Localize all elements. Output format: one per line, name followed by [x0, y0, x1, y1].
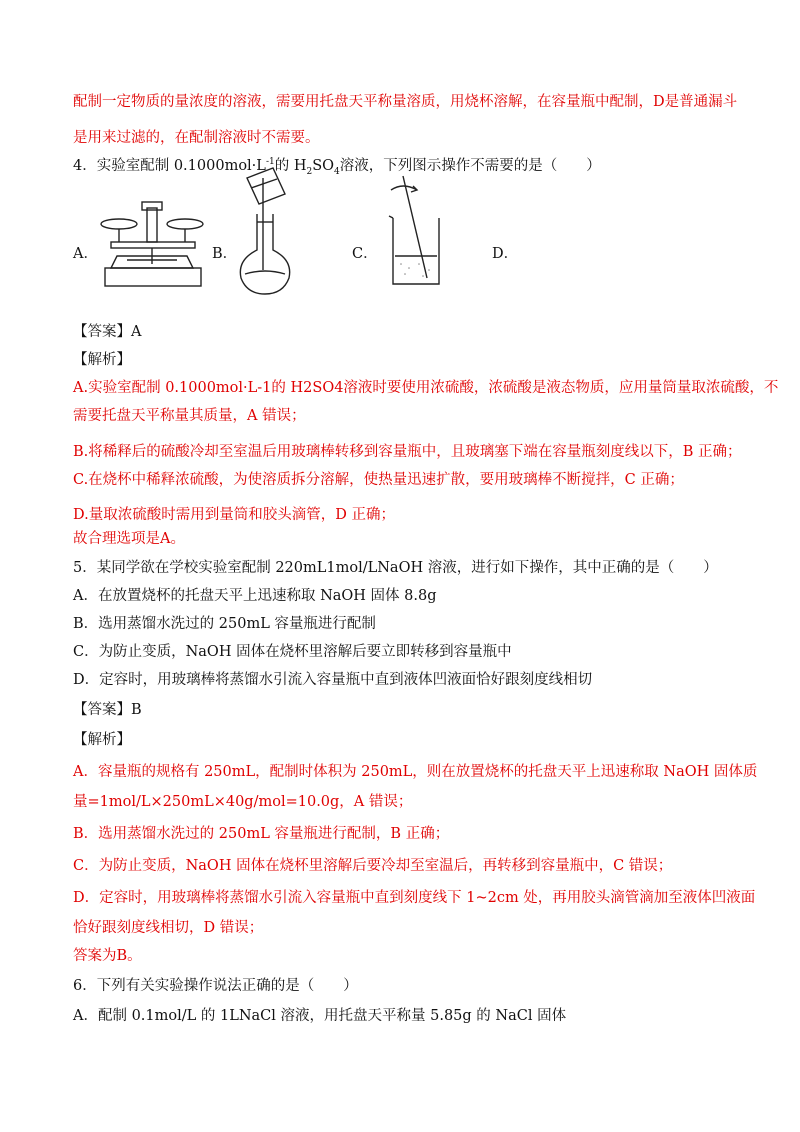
q4-analysis-a-2: 需要托盘天平称量其质量，A 错误； — [73, 408, 306, 424]
q4-analysis-a-1: A.实验室配制 0.1000mol·L-1的 H2SO4溶液时要使用浓硫酸，浓硫酸是液态物质，应用量筒量取浓硫酸，不 — [73, 380, 779, 396]
q4-conclusion: 故合理选项是A。 — [73, 531, 185, 547]
q4-option-c-label: C． — [352, 246, 378, 262]
q6-stem: 6．下列有关实验操作说法正确的是（ ） — [73, 978, 358, 994]
q4-figure-row — [73, 186, 733, 306]
q5-option-d: D．定容时，用玻璃棒将蒸馏水引流入容量瓶中直到液体凹液面恰好跟刻度线相切 — [73, 672, 593, 688]
q5-analysis-a-2: 量=1mol/L×250mL×40g/mol=10.0g，A 错误； — [73, 794, 413, 810]
q4-analysis-c: C.在烧杯中稀释浓硫酸，为使溶质拆分溶解，使热量迅速扩散，要用玻璃棒不断搅拌，C 正确； — [73, 472, 684, 488]
q5-option-a: A．在放置烧杯的托盘天平上迅速称取 NaOH 固体 8.8g — [73, 588, 437, 604]
q4-stem-part-b: 的 H — [274, 158, 307, 174]
q5-conclusion: 答案为B。 — [73, 948, 142, 964]
balance-icon — [97, 200, 209, 296]
intro-line-2: 是用来过滤的，在配制溶液时不需要。 — [73, 130, 320, 146]
q4-stem-part-d: 溶液，下列图示操作不需要的是（ ） — [339, 158, 601, 174]
q4-answer: 【答案】A — [73, 324, 142, 340]
q5-analysis-a-1: A．容量瓶的规格有 250mL，配制时体积为 250mL，则在放置烧杯的托盘天平上迅速称取 NaOH 固体质 — [73, 764, 758, 780]
q6-option-a: A．配制 0.1mol/L 的 1LNaCl 溶液，用托盘天平称量 5.85g 的 NaCl 固体 — [73, 1008, 567, 1024]
q5-analysis-d-1: D．定容时，用玻璃棒将蒸馏水引流入容量瓶中直到刻度线下 1~2cm 处，再用胶头滴管滴加至液体凹液面 — [73, 890, 756, 906]
q4-analysis-d: D.量取浓硫酸时需用到量筒和胶头滴管，D 正确； — [73, 507, 395, 523]
q4-analysis-title: 【解析】 — [73, 352, 131, 368]
q4-option-a-label: A． — [73, 246, 98, 262]
q5-option-c: C．为防止变质，NaOH 固体在烧杯里溶解后要立即转移到容量瓶中 — [73, 644, 512, 660]
q5-option-b: B．选用蒸馏水洗过的 250mL 容量瓶进行配制 — [73, 616, 376, 632]
q5-answer: 【答案】B — [73, 702, 142, 718]
q5-stem: 5．某同学欲在学校实验室配制 220mL1mol/LNaOH 溶液，进行如下操作，其中正确的是（ ） — [73, 560, 718, 576]
intro-line-1: 配制一定物质的量浓度的溶液，需要用托盘天平称量溶质，用烧杯溶解，在容量瓶中配制，D是普通漏斗 — [73, 94, 738, 110]
q4-stem-sub2: 2 — [306, 166, 313, 177]
q5-analysis-b: B．选用蒸馏水洗过的 250mL 容量瓶进行配制，B 正确； — [73, 826, 450, 842]
q4-option-d-label: D． — [492, 246, 519, 262]
q4-stem-sup: -1 — [265, 157, 275, 168]
q5-analysis-title: 【解析】 — [73, 732, 131, 748]
q5-analysis-d-2: 恰好跟刻度线相切，D 错误； — [73, 920, 264, 936]
q4-analysis-b: B.将稀释后的硫酸冷却至室温后用玻璃棒转移到容量瓶中，且玻璃塞下端在容量瓶刻度线以下，B 正确； — [73, 444, 742, 460]
q4-stem — [73, 156, 601, 176]
volumetric-flask-icon — [233, 162, 305, 298]
q4-stem-sub4: 4 — [334, 166, 340, 177]
q4-option-b-label: B． — [212, 246, 238, 262]
q4-stem-part-c: SO — [312, 158, 335, 174]
q5-analysis-c: C．为防止变质，NaOH 固体在烧杯里溶解后要冷却至室温后，再转移到容量瓶中，C 错误； — [73, 858, 673, 874]
q4-stem-part-a: 4．实验室配制 0.1000mol·L — [73, 158, 266, 174]
beaker-stirring-icon — [377, 174, 457, 290]
